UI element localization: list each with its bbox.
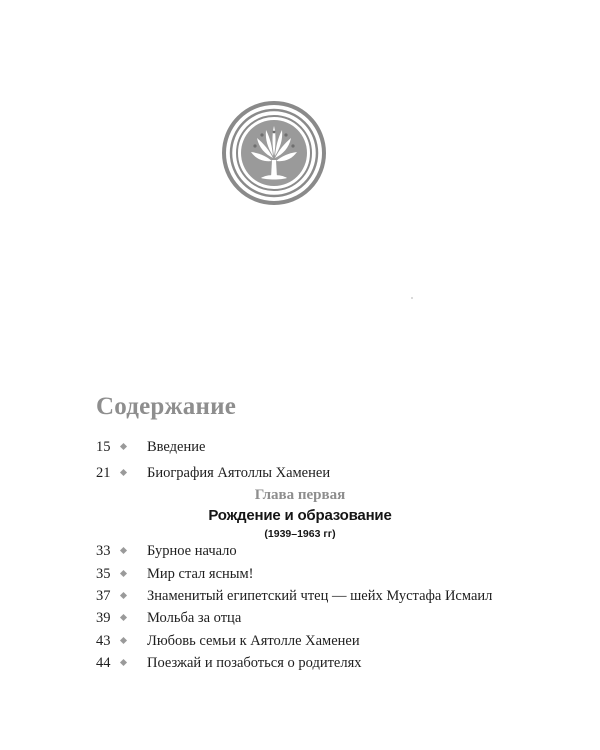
chapter-title[interactable]: Рождение и образование (208, 507, 392, 524)
diamond-bullet-icon (120, 614, 127, 621)
toc-entry-label: Поезжай и позаботься о родителях (147, 655, 362, 671)
toc-entry[interactable] (0, 585, 600, 607)
toc-entry-label: Биография Аятоллы Хаменеи (147, 465, 331, 481)
toc-entry[interactable] (0, 540, 600, 562)
chapter-dates: (1939–1963 гг) (264, 528, 336, 540)
diamond-bullet-icon (120, 443, 127, 450)
page-number: 33 (96, 543, 111, 559)
toc-entry-label: Мир стал ясным! (147, 566, 254, 582)
toc-entry[interactable] (0, 462, 600, 484)
paper-speck (411, 297, 413, 299)
diamond-bullet-icon (120, 547, 127, 554)
toc-entry-label: Знаменитый египетский чтец — шейх Мустафа Исмаил (147, 588, 493, 604)
toc-entry-label: Мольба за отца (147, 610, 242, 626)
toc-entry-label: Бурное начало (147, 543, 237, 559)
toc-entry[interactable] (0, 630, 600, 652)
floral-medallion-icon (221, 100, 327, 206)
page-number: 39 (96, 610, 111, 626)
diamond-bullet-icon (120, 570, 127, 577)
page-number: 21 (96, 465, 111, 481)
toc-entry[interactable] (0, 563, 600, 585)
toc-entry[interactable] (0, 607, 600, 629)
page-number: 44 (96, 655, 111, 671)
toc-heading: Содержание (96, 393, 237, 420)
page-number: 35 (96, 566, 111, 582)
diamond-bullet-icon (120, 469, 127, 476)
chapter-number: Глава первая (254, 487, 346, 503)
diamond-bullet-icon (120, 637, 127, 644)
page-number: 15 (96, 439, 111, 455)
toc-entry[interactable] (0, 652, 600, 674)
page-number: 43 (96, 633, 111, 649)
page-number: 37 (96, 588, 111, 604)
diamond-bullet-icon (120, 659, 127, 666)
toc-entry-label: Любовь семьи к Аятолле Хаменеи (147, 633, 360, 649)
toc-entry-label: Введение (147, 439, 206, 455)
diamond-bullet-icon (120, 592, 127, 599)
toc-entry[interactable] (0, 436, 600, 458)
